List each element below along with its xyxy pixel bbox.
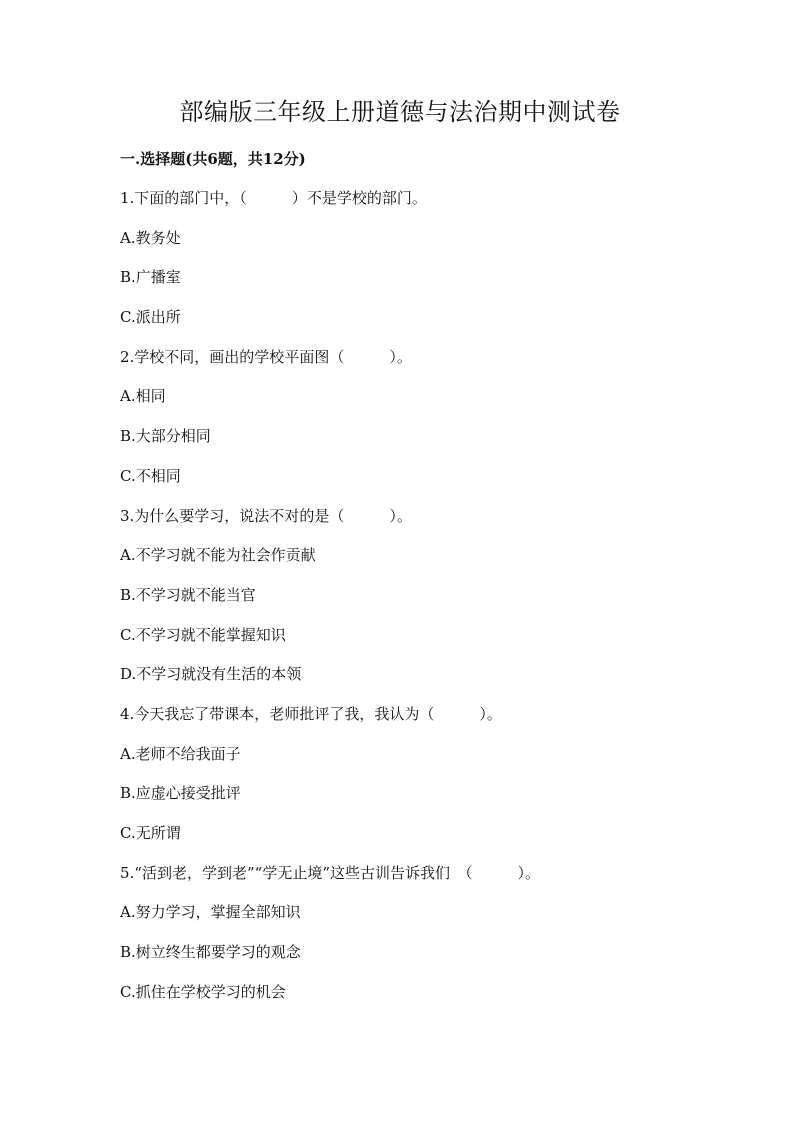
answer-option: C.抓住在学校学习的机会: [120, 982, 286, 1001]
answer-option: D.不学习就没有生活的本领: [120, 665, 302, 684]
answer-option: A.努力学习，掌握全部知识: [120, 903, 301, 922]
question-stem: 4.今天我忘了带课本，老师批评了我，我认为（ ）。: [120, 704, 502, 723]
answer-option: B.大部分相同: [120, 427, 211, 446]
answer-option: A.相同: [120, 387, 166, 406]
answer-option: A.不学习就不能为社会作贡献: [120, 546, 316, 565]
question-stem: 3.为什么要学习，说法不对的是（ ）。: [120, 506, 412, 525]
answer-option: C.派出所: [120, 308, 181, 327]
question-stem: 5.“活到老，学到老”“学无止境”这些古训告诉我们 （ ）。: [120, 863, 540, 882]
answer-option: C.不相同: [120, 466, 181, 485]
answer-option: A.教务处: [120, 228, 181, 247]
section-heading: 一.选择题(共6题，共12分): [120, 150, 306, 168]
answer-option: C.不学习就不能掌握知识: [120, 625, 286, 644]
answer-option: B.应虚心接受批评: [120, 784, 241, 803]
answer-option: B.树立终生都要学习的观念: [120, 943, 301, 962]
question-list: [120, 186, 720, 1019]
answer-option: C.无所谓: [120, 824, 181, 842]
question-stem: 1.下面的部门中，（ ）不是学校的部门。: [120, 189, 427, 207]
answer-option: B.不学习就不能当官: [120, 585, 256, 604]
question-stem: 2.学校不同，画出的学校平面图（ ）。: [120, 347, 412, 366]
answer-option: A.老师不给我面子: [120, 744, 241, 763]
answer-option: B.广播室: [120, 268, 181, 287]
exam-title: 部编版三年级上册道德与法治期中测试卷: [179, 98, 621, 126]
